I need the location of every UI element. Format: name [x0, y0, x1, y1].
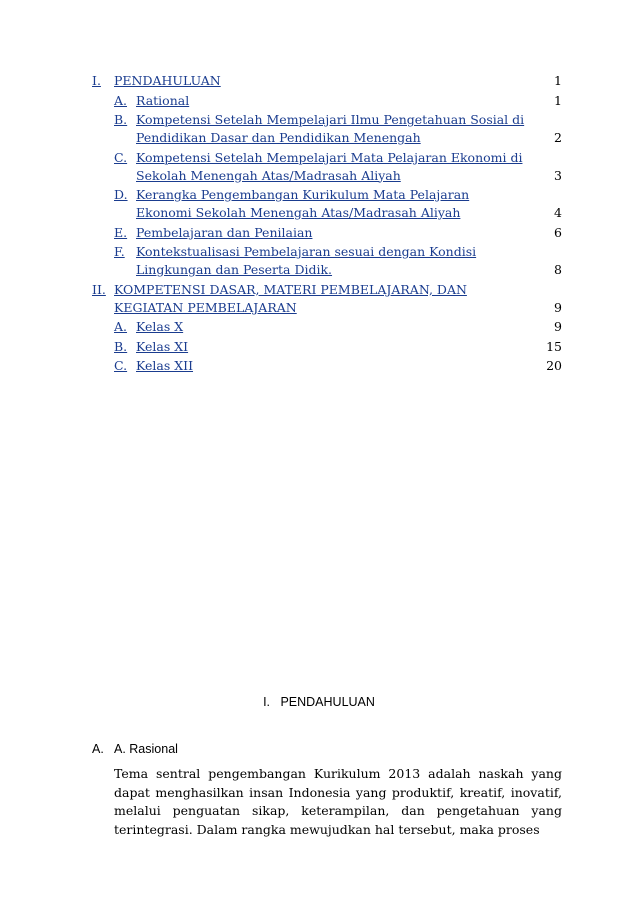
- body-paragraph: Tema sentral pengembangan Kurikulum 2013 adalah naskah yang dapat menghasilkan insan Indonesia yang produktif, kreatif, inovatif, melalui penguatan sikap, keterampilan, dan pengetahuan yang terintegrasi. Dalam rangka mewujudkan hal tersebut, maka proses: [114, 766, 562, 837]
- toc-title: Kompetensi Setelah Mempelajari Mata Pelajaran Ekonomi di Sekolah Menengah Atas/Madrasah Aliyah: [136, 149, 523, 183]
- toc-entry-pendahuluan[interactable]: [92, 72, 562, 90]
- toc-number: D.: [114, 187, 128, 202]
- toc-entry-kelas-xii[interactable]: [92, 357, 562, 375]
- toc-number: B.: [114, 112, 128, 127]
- section-heading: I. PENDAHULUAN: [263, 695, 375, 709]
- toc-entry-rational[interactable]: [92, 92, 562, 110]
- toc-title: Kompetensi Setelah Mempelajari Ilmu Pengetahuan Sosial di Pendidikan Dasar dan Pendidikan Menengah: [136, 112, 525, 145]
- toc-page: 20: [546, 358, 562, 373]
- toc-number: E.: [114, 224, 128, 240]
- toc-page: 8: [554, 262, 562, 277]
- subsection-heading: [92, 742, 178, 756]
- toc-title: Rational: [136, 92, 190, 108]
- toc-title: Kelas XII: [136, 358, 194, 373]
- toc-page: 6: [554, 224, 562, 240]
- toc-title: PENDAHULUAN: [114, 73, 221, 88]
- toc-page: 4: [554, 205, 562, 220]
- toc-number: F.: [114, 244, 125, 259]
- toc-entry-kompetensi-ips[interactable]: [92, 111, 562, 147]
- toc-number: A.: [114, 319, 128, 334]
- table-of-contents: [92, 72, 562, 377]
- toc-page: 1: [554, 73, 562, 88]
- toc-number: A.: [114, 92, 128, 108]
- toc-title: Kelas XI: [136, 338, 189, 354]
- toc-page: 15: [546, 338, 562, 354]
- toc-entry-kompetensi-dasar[interactable]: [92, 281, 562, 317]
- toc-page: 3: [554, 167, 562, 183]
- toc-entry-kerangka[interactable]: [92, 186, 562, 222]
- subsection-title: A. Rasional: [114, 742, 178, 756]
- toc-entry-kontekstualisasi[interactable]: [92, 243, 562, 279]
- toc-title: Kelas X: [136, 319, 184, 334]
- toc-entry-kelas-x[interactable]: [92, 318, 562, 336]
- toc-number: II.: [92, 281, 106, 297]
- toc-title: KOMPETENSI DASAR, MATERI PEMBELAJARAN, DAN KEGIATAN PEMBELAJARAN: [114, 281, 467, 315]
- subsection-number: A.: [92, 742, 104, 756]
- toc-page: 1: [554, 92, 562, 108]
- toc-number: I.: [92, 73, 101, 88]
- toc-entry-pembelajaran-penilaian[interactable]: [92, 224, 562, 242]
- toc-page: 9: [554, 319, 562, 334]
- toc-entry-kompetensi-ekonomi[interactable]: [92, 149, 562, 185]
- toc-page: 9: [554, 299, 562, 315]
- toc-number: B.: [114, 338, 128, 354]
- toc-number: C.: [114, 358, 128, 373]
- toc-page: 2: [554, 130, 562, 145]
- toc-entry-kelas-xi[interactable]: [92, 338, 562, 356]
- toc-number: C.: [114, 149, 128, 165]
- toc-title: Kontekstualisasi Pembelajaran sesuai dengan Kondisi Lingkungan dan Peserta Didik.: [136, 244, 477, 277]
- toc-title: Pembelajaran dan Penilaian: [136, 224, 313, 240]
- toc-title: Kerangka Pengembangan Kurikulum Mata Pelajaran Ekonomi Sekolah Menengah Atas/Madrasah Aliyah: [136, 187, 470, 220]
